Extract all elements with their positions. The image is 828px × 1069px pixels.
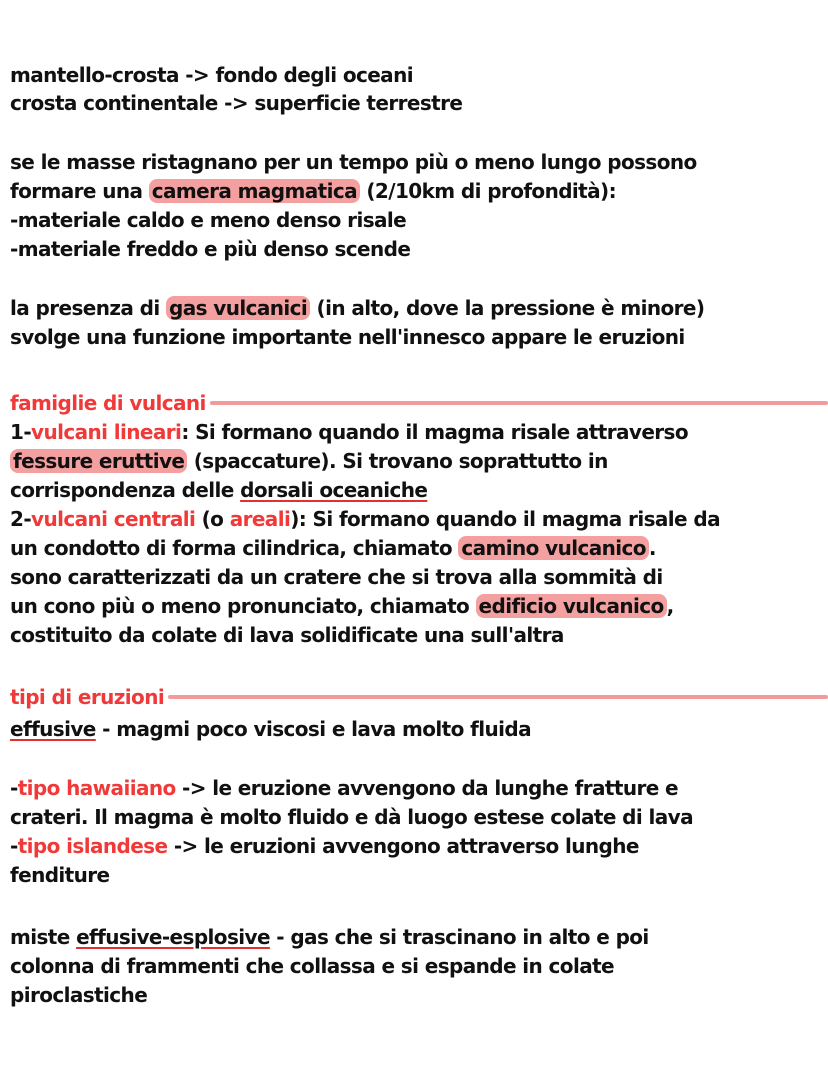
text-line (10, 207, 406, 233)
text-segment: un condotto di forma cilindrica, chiamato (10, 536, 459, 560)
text-segment: ): Si formano quando il magma risale da (290, 507, 720, 531)
heading-divider (168, 695, 828, 699)
text-line (10, 448, 608, 474)
text-segment: 1- (10, 420, 32, 444)
text-line (10, 419, 688, 445)
section-heading: tipi di eruzioni (10, 685, 165, 709)
text-segment: crosta continentale -> superficie terrestre (10, 91, 463, 115)
text-line (10, 684, 828, 710)
text-segment: -materiale freddo e più denso scende (10, 237, 411, 261)
text-segment: se le masse ristagnano per un tempo più o meno lungo possono (10, 150, 697, 174)
text-line (10, 390, 828, 416)
text-segment: (in alto, dove la pressione è minore) (310, 296, 705, 320)
text-line (10, 535, 656, 561)
text-segment: mantello-crosta -> fondo degli oceani (10, 63, 413, 87)
text-line (10, 506, 720, 532)
key-term: areali (229, 507, 291, 531)
text-segment: -> le eruzione avvengono da lunghe fratture e (175, 776, 679, 800)
text-line (10, 564, 663, 590)
text-segment: -materiale caldo e meno denso risale (10, 208, 407, 232)
highlighted-term: gas vulcanici (166, 296, 310, 320)
text-line (10, 149, 697, 175)
text-segment: miste (10, 925, 77, 949)
underlined-term: dorsali oceaniche (240, 478, 428, 502)
highlighted-term: camino vulcanico (458, 536, 649, 560)
text-segment: formare una (10, 179, 149, 203)
text-line (10, 862, 110, 888)
text-segment: piroclastiche (10, 983, 148, 1007)
text-segment: . (648, 536, 656, 560)
text-segment: -> le eruzioni avvengono attraverso lunghe (167, 834, 639, 858)
text-line (10, 90, 462, 116)
text-line (10, 833, 639, 859)
text-segment: la presenza di (10, 296, 167, 320)
text-line (10, 982, 147, 1008)
section-heading: famiglie di vulcani (10, 391, 206, 415)
text-line (10, 178, 616, 204)
text-segment: corrispondenza delle (10, 478, 241, 502)
highlighted-term: edificio vulcanico (476, 594, 667, 618)
text-segment: - magmi poco viscosi e lava molto fluida (95, 717, 531, 741)
text-segment: fenditure (10, 863, 110, 887)
underlined-term: effusive (10, 717, 96, 741)
text-line (10, 622, 564, 648)
heading-divider (210, 401, 828, 405)
text-segment: colonna di frammenti che collassa e si espande in colate (10, 954, 615, 978)
text-line (10, 716, 531, 742)
highlighted-term: fessure eruttive (10, 449, 187, 473)
key-term: tipo hawaiiano (17, 776, 176, 800)
text-line (10, 775, 678, 801)
text-segment: - gas che si trascinano in alto e poi (269, 925, 649, 949)
text-segment: un cono più o meno pronunciato, chiamato (10, 594, 476, 618)
text-segment: : Si formano quando il magma risale attraverso (181, 420, 689, 444)
text-line (10, 477, 427, 503)
text-segment: svolge una funzione importante nell'innesco appare le eruzioni (10, 325, 685, 349)
text-line (10, 953, 614, 979)
text-line (10, 924, 649, 950)
text-segment: (spaccature). Si trovano soprattutto in (187, 449, 608, 473)
text-segment: , (666, 594, 674, 618)
key-term: vulcani centrali (31, 507, 196, 531)
text-segment: - (10, 776, 18, 800)
highlighted-term: camera magmatica (149, 179, 360, 203)
text-segment: sono caratterizzati da un cratere che si trova alla sommità di (10, 565, 663, 589)
text-line (10, 593, 674, 619)
text-segment: - (10, 834, 18, 858)
text-segment: (o (195, 507, 230, 531)
text-line (10, 62, 413, 88)
text-line (10, 804, 693, 830)
text-segment: crateri. Il magma è molto fluido e dà luogo estese colate di lava (10, 805, 693, 829)
text-line (10, 236, 410, 262)
key-term: vulcani lineari (31, 420, 182, 444)
text-line (10, 324, 685, 350)
text-segment: (2/10km di profondità): (360, 179, 616, 203)
key-term: tipo islandese (17, 834, 168, 858)
text-line (10, 295, 704, 321)
text-segment: 2- (10, 507, 32, 531)
underlined-term: effusive-esplosive (76, 925, 270, 949)
text-segment: costituito da colate di lava solidificate una sull'altra (10, 623, 564, 647)
